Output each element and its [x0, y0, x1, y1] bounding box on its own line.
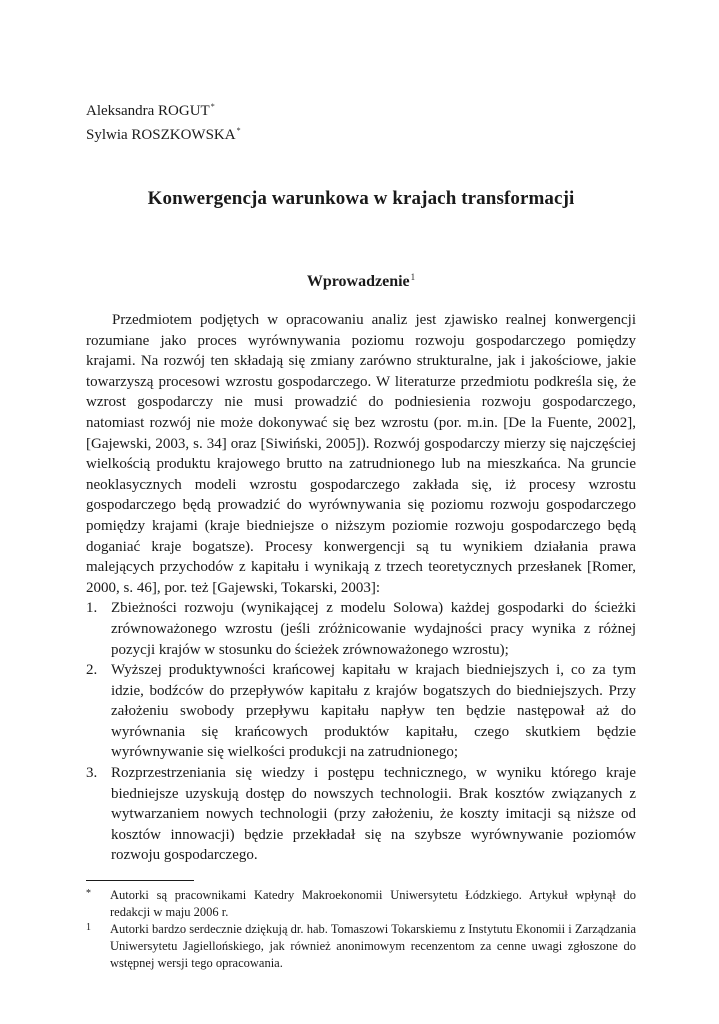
footnote-text: Autorki bardzo serdecznie dziękują dr. hab. Tomaszowi Tokarskiemu z Instytutu Ekonomii i Zarządzania Uniwersytetu Jagiellońskiego, jak również anonimowym recenzentom za cenne uwagi zgłoszone do wstępnej wersji tego opracowania.	[110, 922, 636, 971]
author	[86, 121, 636, 145]
footnote-divider	[86, 880, 194, 881]
footnote-text: Autorki są pracownikami Katedry Makroekonomii Uniwersytetu Łódzkiego. Artykuł wpłynął do redakcji w maju 2006 r.	[110, 888, 636, 920]
author-list	[86, 97, 636, 145]
author	[86, 97, 636, 121]
footnote-mark: 1	[86, 922, 91, 934]
section-heading-text: Wprowadzenie	[306, 273, 410, 290]
list-item	[86, 660, 636, 763]
footnote	[86, 887, 636, 921]
author-footnote-mark: *	[236, 126, 241, 135]
footnote-mark: *	[86, 888, 91, 900]
section-footnote-mark: 1	[410, 272, 416, 282]
list-item	[86, 763, 636, 866]
author-name: Aleksandra ROGUT	[86, 103, 210, 119]
list-item-text: Rozprzestrzeniania się wiedzy i postępu technicznego, w wyniku którego kraje biedniejsze uzyskują dostęp do nowszych technologii. Brak kosztów związanych z wytwarzaniem nowych technologii (przy założeniu, że koszty imitacji są niższe od kosztów innowacji) będzie przekładał się na szybsze wyrównywanie poziomów rozwoju gospodarczego.	[111, 765, 636, 864]
list-item-number: 3.	[86, 765, 98, 782]
list-item	[86, 598, 636, 660]
section-heading	[86, 267, 636, 292]
list-item-number: 1.	[86, 600, 98, 617]
list-item-text: Zbieżności rozwoju (wynikającej z modelu Solowa) każdej gospodarki do ścieżki zrównoważonego wzrostu (jeśli zróżnicowanie wydajności pracy wynika z różnej pozycji krajów w stosunku do ścieżek zrównoważonego wzrostu);	[111, 600, 636, 658]
author-name: Sylwia ROSZKOWSKA	[86, 127, 236, 143]
paper-title: Konwergencja warunkowa w krajach transformacji	[147, 188, 575, 209]
paper-page	[86, 97, 636, 972]
footnote	[86, 921, 636, 972]
intro-paragraph: Przedmiotem podjętych w opracowaniu analiz jest zjawisko realnej konwergencji rozumiane jako proces wyrównywania poziomu rozwoju gospodarczego pomiędzy krajami. Na rozwój ten składają się zmiany zarówno strukturalne, jak i jakościowe, jakie towarzyszą procesowi wzrostu gospodarczego. W literaturze przedmiotu podkreśla się, że wzrost gospodarczy nie musi prowadzić do podniesienia rozwoju gospodarczego, natomiast rozwój nie może dokonywać się bez wzrostu (por. m.in. [De la Fuente, 2002], [Gajewski, 2003, s. 34] oraz [Siwiński, 2005]). Rozwój gospodarczy mierzy się najczęściej wielkością produktu krajowego brutto na zatrudnionego lub na mieszkańca. Na gruncie neoklasycznych modeli wzrostu gospodarczego zakłada się, iż procesy wzrostu gospodarczego będą prowadzić do wyrównywania się poziomu rozwoju gospodarczego pomiędzy krajami (kraje biedniejsze o niższym poziomie rozwoju gospodarczego będą doganiać kraje bogatsze). Procesy konwergencji są tu wynikiem działania prawa malejących przychodów z kapitału i wynikają z trzech teoretycznych przesłanek [Romer, 2000, s. 46], por. też [Gajewski, Tokarski, 2003]:	[86, 312, 636, 596]
premise-list	[86, 598, 636, 866]
list-item-number: 2.	[86, 662, 98, 679]
list-item-text: Wyższej produktywności krańcowej kapitału w krajach biedniejszych i, co za tym idzie, bodźców do przepływów kapitału z krajów bogatszych do biedniejszych. Przy założeniu swobody przepływu kapitału napływ ten będzie następował aż do wyrównania się krańcowych produktów kapitału, czego skutkiem będzie wyrównywanie się wielkości produkcji na zatrudnionego;	[111, 662, 636, 761]
author-footnote-mark: *	[210, 102, 215, 111]
footnotes	[86, 887, 636, 972]
